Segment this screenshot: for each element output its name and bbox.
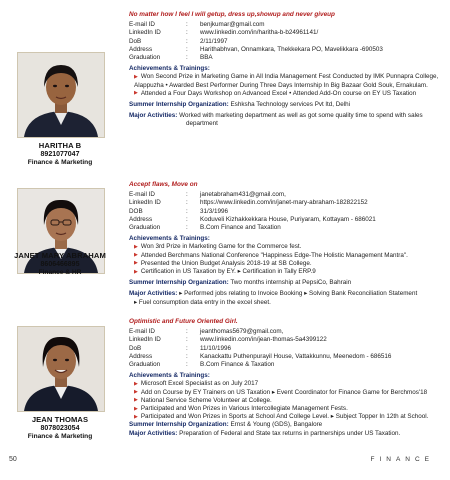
profile-photo (17, 52, 105, 138)
field-row: LinkedIn ID : https://www.linkedin.com/in/janet-mary-abraham-182822152 (129, 199, 447, 207)
achievement-item: ▶ Won Second Prize in Marketing Game in All India Management Fest Conducted by IMK Punnapra College, (134, 73, 439, 81)
achievement-item: ▶ Won 3rd Prize in Marketing Game for the Commerce fest. (134, 243, 302, 251)
achievements-heading: Achievements & Trainings: (129, 65, 210, 73)
field-row: LinkedIn ID : www.linkedin.com/in/jean-thomas-5a4399122 (129, 336, 447, 344)
profile-phone: 8921077047 (40, 151, 80, 158)
bullet-icon: ▶ (134, 90, 138, 97)
bullet-icon: ▶ (134, 380, 138, 387)
achievement-item: ▶ Attended a Four Days Workshop on Advanced Excel • Attended Add-On course on EY US Taxation (134, 89, 417, 97)
bullet-icon: ▶ (134, 73, 138, 80)
achievement-item: ▶ Presented the Union Budget Analysis 2018-19 at SB College. (134, 259, 312, 267)
internship-line: Summer Internship Organization: Eshksha Technology services Pvt ltd, Delhi (129, 101, 351, 109)
internship-line: Summer Internship Organization: Two months internship at PepsiCo, Bahrain (129, 279, 352, 287)
profile-tagline: No matter how I feel I will getup, dress up,showup and never giveup (129, 11, 335, 18)
bullet-icon: ▶ (134, 397, 138, 404)
profile-tagline: Accept flaws, Move on (129, 181, 198, 188)
profile-name: JANET MARY ABRAHAM (14, 251, 106, 260)
achievement-item: ▶ National Service Scheme Volunteer at College. (134, 396, 272, 404)
profile-phone: 8606466895 (40, 261, 80, 268)
linkedin-value: www.linkedin.com/in/haritha-b-b24961141/ (200, 29, 319, 37)
field-row: DoB : 11/10/1996 (129, 344, 232, 352)
field-row: E-mail ID : jeanthomas5679@gmail.com, (129, 328, 447, 336)
bullet-icon: ▶ (134, 389, 138, 396)
profile-dept: Finance & Marketing (27, 433, 93, 440)
major-activities: Major Activities: ▸ Performed jobs relating to Invoice Booking ▸ Solving Bank Reconciliation Statement (129, 290, 418, 298)
bullet-icon: ▶ (134, 260, 138, 267)
profile-name: JEAN THOMAS (31, 415, 89, 424)
linkedin-value: www.linkedin.com/in/jean-thomas-5a4399122 (200, 336, 327, 344)
major-activities: Major Activities: Worked with marketing department as well as got some quality time to spend with sales (129, 112, 423, 120)
profile-dept: Finance & Marketing (27, 159, 93, 166)
field-row: Graduation : B.Com Finance & Taxation (129, 361, 275, 369)
email-value: janetabraham431@gmail.com, (200, 191, 286, 199)
field-row: LinkedIn ID : www.linkedin.com/in/haritha-b-b24961141/ (129, 29, 447, 37)
field-row: E-mail ID : benjkumar@gmail.com (129, 21, 447, 29)
major-activities: Major Activities: Preparation of Federal and State tax returns in partnerships under US Taxation. (129, 429, 401, 437)
bullet-icon: ▶ (134, 252, 138, 259)
field-row: DOB : 31/3/1996 (129, 207, 229, 215)
bullet-icon: ▶ (134, 413, 138, 420)
achievements-heading: Achievements & Trainings: (129, 372, 210, 380)
email-value: benjkumar@gmail.com (200, 21, 265, 29)
field-row: E-mail ID : janetabraham431@gmail.com, (129, 191, 447, 199)
page-number: 50 (9, 456, 17, 463)
bullet-icon: ▶ (134, 243, 138, 250)
achievement-item: ▶ Certification in US Taxation by EY. ▸ Certification in Tally ERP.9 (134, 268, 316, 276)
section-label: FINANCE (370, 456, 434, 463)
field-row: Address : Koduveli Kizhakkekkara House, Puriyaram, Kottayam - 686021 (129, 215, 376, 223)
email-value: jeanthomas5679@gmail.com, (200, 328, 284, 336)
field-row: Address : Kanackattu Puthenpurayil House, Vattakkunnu, Meenedom - 686516 (129, 352, 392, 360)
achievement-item: ▶ Participated and Won Prizes in Sports at School And College Level. ▸ Subject Topper In 12th at School. (134, 413, 429, 421)
achievement-item: ▶ Attended Berchmans National Conference "Happiness Edge-The Holistic Management Mantra". (134, 251, 408, 259)
profile-janet: JANET MARY ABRAHAM 8606466895 Finance & HR Accept flaws, Move on E-mail ID : janetabraham431@gmail.com, LinkedIn ID : https://www.linkedin.com/in/janet-mary-abraham-182822152 DOB : 31/3/1996 Address : Koduveli Kizhakkekkara House, Puriyaram, Kottayam - 686021 Graduation : B.Com Finance and Taxation Achievements & Trainings: ▶ Won 3rd Prize in Marketing Game for the Commerce fest. ▶ Attended Berchmans National Conference "Happiness Edge-The Holistic Management Mantra". ▶ Presented the Union Budget Analysis 2018-19 at SB College. ▶ Certification in US Taxation by EY. ▸ Certification in Tally ERP.9 Summer Internship Organization: Two months internship at PepsiCo, Bahrain Major Activities: ▸ Performed jobs relating to Invoice Booking ▸ Solving Bank Reconciliation Statement ▸ Fuel consumption data entry in the excel sheet. (0, 178, 450, 318)
achievements-heading: Achievements & Trainings: (129, 235, 210, 243)
internship-line: Summer Internship Organization: Ernst & Young (GDS), Bangalore (129, 421, 323, 429)
bullet-icon: ▶ (134, 405, 138, 412)
profile-jean (0, 318, 450, 454)
profile-dept: Finance & HR (38, 269, 82, 276)
linkedin-value: https://www.linkedin.com/in/janet-mary-abraham-182822152 (200, 199, 368, 207)
profile-phone: 8078023054 (40, 425, 80, 432)
page-footer (0, 454, 450, 468)
profile-haritha: HARITHA B 8921077047 Finance & Marketing No matter how I feel I will getup, dress up,showup and never giveup E-mail ID : benjkumar@gmail.com LinkedIn ID : www.linkedin.com/in/haritha-b-b24961141/ DoB : 2/11/1997 Address : Harithabhvan, Onnamkara, Thekkekara PO, Mavelikkara -690503 Graduation : BBA Achievements & Trainings: ▶ Won Second Prize in Marketing Game in All India Management Fest Conducted by IMK Punnapra College, Alappuzha • Awarded Best Performer During Three Days Internship In Big Bazaar Gold Souk, Ernakulam. ▶ Attended a Four Days Workshop on Advanced Excel • Attended Add-On course on EY US Taxation Summer Internship Organization: Eshksha Technology services Pvt ltd, Delhi Major Activities: Worked with marketing department as well as got some quality time to spend with sales department (0, 0, 450, 160)
achievement-item: ▶ Microsoft Excel Specialist as on July 2017 (134, 380, 259, 388)
field-row: Graduation : B.Com Finance and Taxation (129, 224, 281, 232)
field-row: Graduation : BBA (129, 54, 213, 62)
achievement-item: ▶ Participated and Won Prizes in Various Intercollegiate Management Fests. (134, 405, 348, 413)
achievement-item: Alappuzha • Awarded Best Performer During Three Days Internship In Big Bazaar Gold Souk, Ernakulam. (134, 81, 428, 89)
field-row: Address : Harithabhvan, Onnamkara, Thekkekara PO, Mavelikkara -690503 (129, 45, 383, 53)
bullet-icon: ▶ (134, 268, 138, 275)
profile-photo (17, 326, 105, 412)
field-row: DoB : 2/11/1997 (129, 37, 228, 45)
profile-tagline: Optimistic and Future Oriented Girl. (129, 318, 238, 325)
profile-name: HARITHA B (38, 141, 82, 150)
achievement-item: ▶ Add on Course by EY Trainers on US Taxation ▸ Event Coordinator for Finance Game for Berchmos'18 (134, 388, 428, 396)
